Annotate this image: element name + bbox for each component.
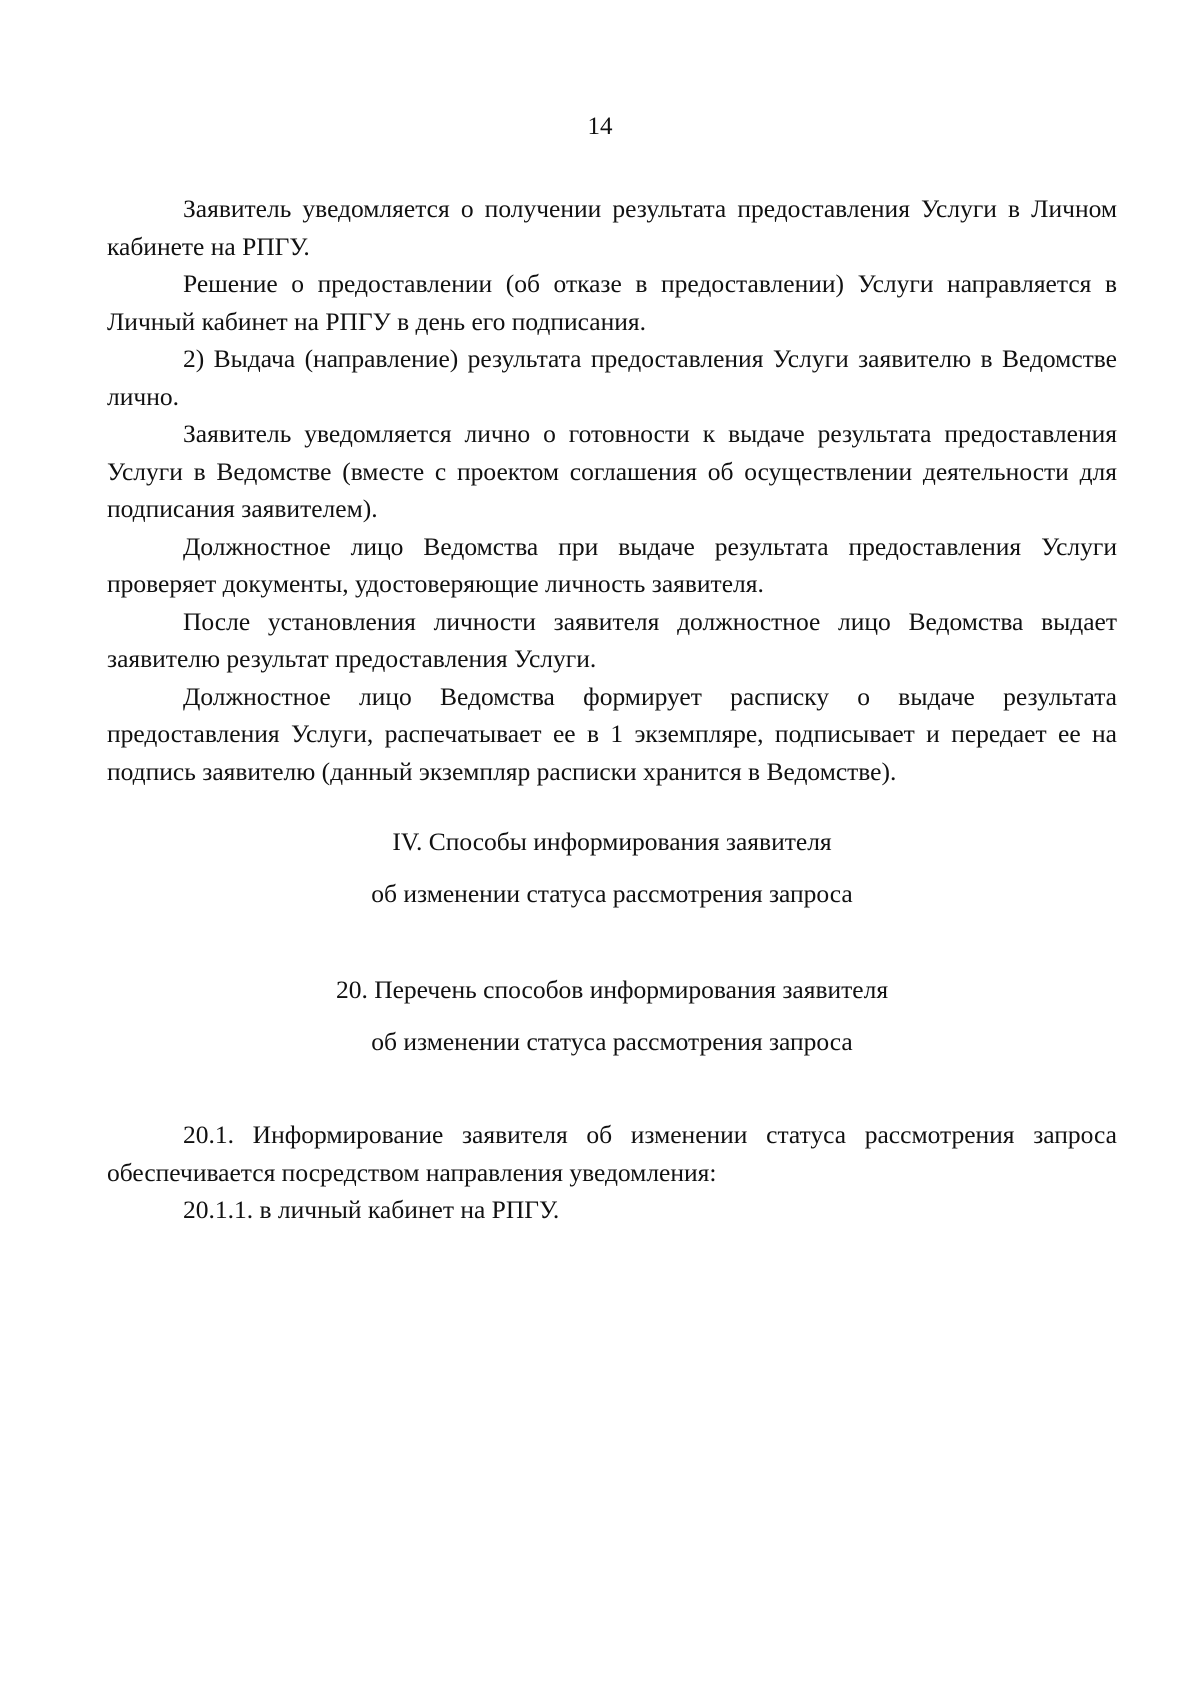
subsection-heading-line: 20. Перечень способов информирования заявителя [335, 975, 889, 1004]
subsection-heading-line: об изменении статуса рассмотрения запроса [371, 1027, 853, 1056]
paragraph: Должностное лицо Ведомства формирует расписку о выдаче результата предоставления Услуги, распечатывает ее в 1 экземпляре, подписывает и передает ее на подпись заявителю (данный экземпляр расписки хранится в Ведомстве). [107, 681, 1117, 786]
document-body [107, 190, 1117, 1229]
page-number: 14 [587, 113, 613, 140]
section-heading-line: об изменении статуса рассмотрения запроса [371, 879, 853, 908]
spacer [107, 1068, 1117, 1116]
subsection-heading [107, 964, 1117, 1068]
paragraph: Должностное лицо Ведомства при выдаче результата предоставления Услуги проверяет документы, удостоверяющие личность заявителя. [107, 531, 1117, 598]
spacer [107, 920, 1117, 964]
paragraph: 20.1. Информирование заявителя об изменении статуса рассмотрения запроса обеспечивается посредством направления уведомления: [107, 1120, 1117, 1187]
paragraph: Решение о предоставлении (об отказе в предоставлении) Услуги направляется в Личный кабинет на РПГУ в день его подписания. [107, 269, 1117, 336]
paragraph: Заявитель уведомляется о получении результата предоставления Услуги в Личном кабинете на РПГУ. [107, 194, 1117, 261]
paragraph: 20.1.1. в личный кабинет на РПГУ. [183, 1195, 560, 1224]
paragraph: 2) Выдача (направление) результата предоставления Услуги заявителю в Ведомстве лично. [107, 344, 1117, 411]
spacer [107, 790, 1117, 816]
paragraph: Заявитель уведомляется лично о готовности к выдаче результата предоставления Услуги в Ведомстве (вместе с проектом соглашения об осуществлении деятельности для подписания заявителем). [107, 419, 1117, 523]
section-heading [107, 816, 1117, 920]
section-heading-line: IV. Способы информирования заявителя [392, 827, 832, 856]
paragraph: После установления личности заявителя должностное лицо Ведомства выдает заявителю результат предоставления Услуги. [107, 606, 1117, 673]
